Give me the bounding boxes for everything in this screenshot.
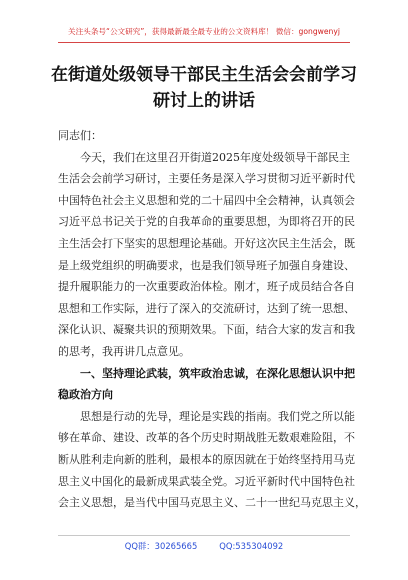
footer-contact [0, 540, 408, 552]
document-title [50, 62, 358, 114]
paragraph-line: 提升履职能力的一次重要政治体检。刚才，班子成员结合各自 [58, 280, 355, 294]
paragraph-line: 思想和工作实际，进行了深入的交流研讨，达到了统一思想、 [58, 301, 355, 315]
footer-divider [58, 535, 350, 536]
section-heading: 一、坚持理论武装，筑牢政治忠诚，在深化思想认识中把 [80, 366, 355, 380]
section-heading: 稳政治方向 [58, 388, 113, 402]
paragraph-line: 是上级党组织的明确要求，也是我们领导班子加强自身建设、 [58, 258, 355, 272]
paragraph-line: 思想是行动的先导，理论是实践的指南。我们党之所以能 [80, 409, 355, 423]
document-body [58, 125, 366, 514]
footer-qq: QQ:535304092 [219, 541, 284, 551]
paragraph-line: 习近平总书记关于党的自我革命的重要思想，为即将召开的民 [58, 215, 355, 229]
title-line: 在街道处级领导干部民主生活会会前学习 [51, 65, 357, 85]
paragraph-line: 中国特色社会主义思想和党的二十届四中全会精神，认真领会 [58, 193, 355, 207]
header-divider [58, 42, 350, 43]
paragraph-line: 够在革命、建设、改革的各个历史时期战胜无数艰难险阻，不 [58, 431, 355, 445]
paragraph-line: 断从胜利走向新的胜利，最根本的原因就在于始终坚持用马克 [58, 452, 355, 466]
title-line: 研讨上的讲话 [153, 91, 255, 111]
paragraph-line: 的思考，我再讲几点意见。 [58, 344, 190, 358]
header-notice: 关注头条号“公文研究”，获得最新最全最专业的公文资料库！ 微信：gongwenyj [68, 27, 340, 36]
footer-qq-group: QQ群：30265665 [124, 541, 198, 551]
salutation: 同志们： [58, 129, 102, 142]
paragraph-line: 今天，我们在这里召开街道2025年度处级领导干部民主 [80, 150, 350, 164]
paragraph-line: 生活会会前学习研讨，主要任务是深入学习贯彻习近平新时代 [58, 172, 355, 186]
paragraph-line: 会主义思想，是当代中国马克思主义、二十一世纪马克思主义， [58, 496, 366, 510]
paragraph-line: 深化认识、凝聚共识的预期效果。下面，结合大家的发言和我 [58, 323, 355, 337]
paragraph-line: 思主义中国化的最新成果武装全党。习近平新时代中国特色社 [58, 474, 355, 488]
paragraph-line: 主生活会打下坚实的思想理论基础。开好这次民主生活会，既 [58, 236, 355, 250]
